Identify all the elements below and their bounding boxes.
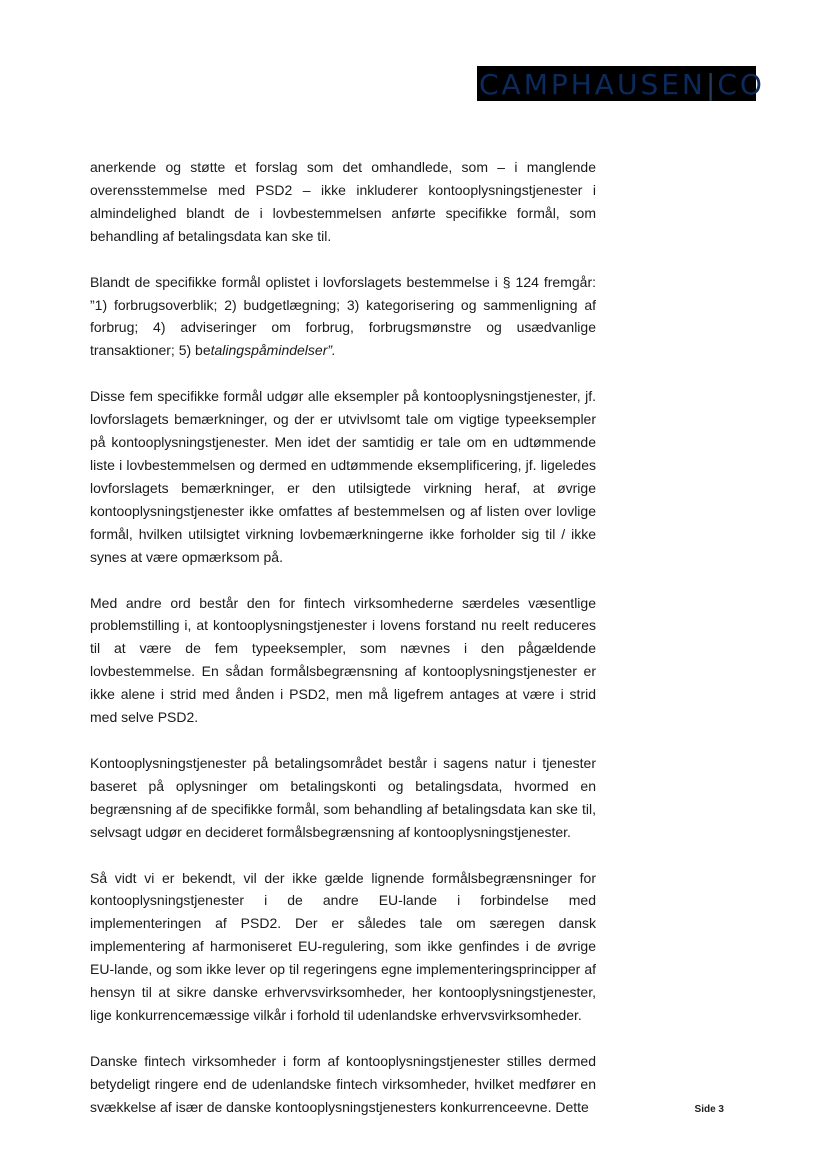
logo-separator: | [705,68,718,101]
logo-name: CAMPHAUSEN [479,68,706,101]
paragraph-2: Blandt de specifikke formål oplistet i lovforslagets bestemmelse i § 124 fremgår: ”1) forbrugsoverblik; 2) budgetlægning; 3) kategorisering og sammenligning af forbrug; 4) adviseringer om forbrug, forbrugsmønstre og usædvanlige transaktioner; 5) betalingspåmindelser”. [90,273,596,359]
paragraph-5: Kontooplysningstjenester på betalingsområdet består i sagens natur i tjenester baseret på oplysninger om betalingskonti og betalingsdata, hvormed en begrænsning af de specifikke formål, som behandling af betalingsdata kan ske til, selvsagt udgør en decideret formålsbegrænsning af kontooplysningstjenester. [90,754,596,840]
logo-suffix: CO [717,68,765,101]
paragraph-2-emphasis: talingspåmindelser”. [210,342,336,359]
company-logo [477,66,765,101]
paragraph-4: Med andre ord består den for fintech virksomhederne særdeles væsentlige problemstilling i, at kontooplysningstjenester i lovens forstand nu reelt reduceres til at være de fem typeeksempler, som nævnes i den pågældende lovbestemmelse. En sådan formålsbegrænsning af kontooplysningstjenester er ikke alene i strid med ånden i PSD2, men må ligefrem antages at være i strid med selve PSD2. [90,594,596,726]
document-body [90,156,596,1119]
paragraph-3: Disse fem specifikke formål udgør alle eksempler på kontooplysningstjenester, jf. lovforslagets bemærkninger, og der er utvivlsomt tale om vigtige typeeksempler på kontooplysningstjenester. Men idet der samtidig er tale om en udtømmende liste i lovbestemmelsen og dermed en udtømmende eksemplificering, jf. ligeledes lovforslagets bemærkninger, er den utilsigtede virkning heraf, at øvrige kontooplysningstjenester ikke omfattes af bestemmelsen og af listen over lovlige formål, hvilken utilsigtet virkning lovbemærkningerne ikke forholder sig til / ikke synes at være opmærksom på. [90,388,596,565]
paragraph-1: anerkende og støtte et forslag som det omhandlede, som – i manglende overensstemmelse med PSD2 – ikke inkluderer kontooplysningstjenester i almindelighed blandt de i lovbestemmelsen anførte specifikke formål, som behandling af betalingsdata kan ske til. [90,159,596,244]
paragraph-6: Så vidt vi er bekendt, vil der ikke gælde lignende formålsbegrænsninger for kontooplysningstjenester i de andre EU-lande i forbindelse med implementeringen af PSD2. Der er således tale om særegen dansk implementering af harmoniseret EU-regulering, som ikke genfindes i de øvrige EU-lande, og som ikke lever op til regeringens egne implementeringsprincipper af hensyn til at sikre danske erhvervsvirksomheder, her kontooplysningstjenester, lige konkurrencemæssige vilkår i forhold til udenlandske erhvervsvirksomheder. [90,869,596,1023]
paragraph-7: Danske fintech virksomheder i form af kontooplysningstjenester stilles dermed betydeligt ringere end de udenlandske fintech virksomheder, hvilket medfører en svækkelse af især de danske kontooplysningstjenesters konkurrenceevne. Dette [90,1052,596,1115]
page-number: Side 3 [694,1104,724,1115]
